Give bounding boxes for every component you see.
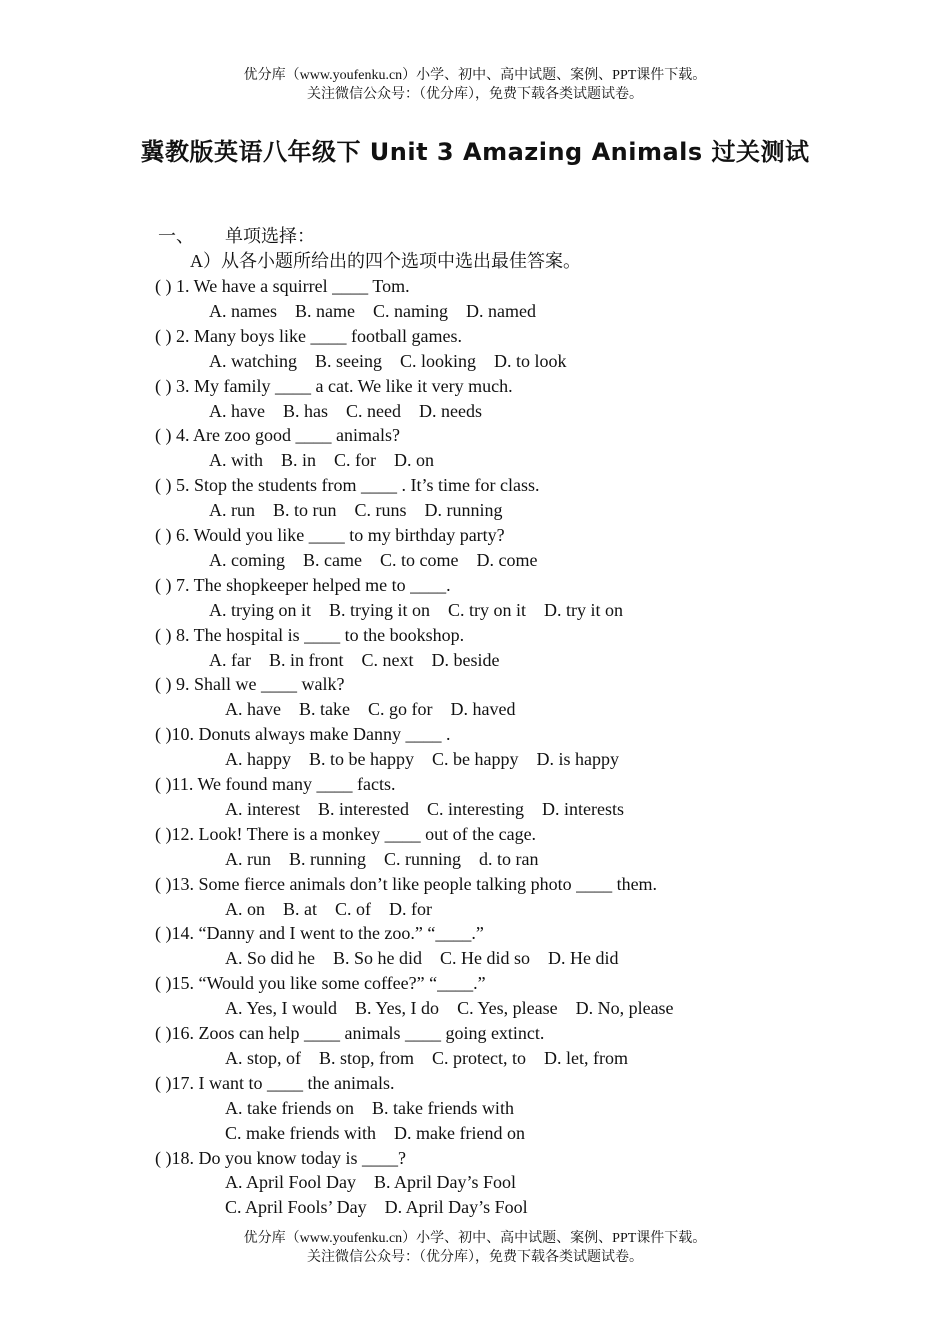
option: B. name (294, 300, 355, 321)
footer-line-1: 优分库（www.youfenku.cn）小学、初中、高中试题、案例、PPT课件下载。 (243, 1231, 707, 1246)
option: A. take friends on (225, 1097, 354, 1118)
option: A. run (225, 848, 271, 869)
option: B. Yes, I do (355, 998, 440, 1019)
option: B. running (289, 848, 367, 869)
header-line-2: 关注微信公众号：（优分库），免费下载各类试题试卷。 (307, 87, 643, 102)
option: C. to come (379, 549, 459, 570)
option: A. happy (225, 749, 291, 770)
question-options (209, 299, 554, 324)
question-stem: ( )11. We found many ____ facts. (155, 774, 396, 794)
option: D. running (424, 500, 503, 521)
option: C. need (345, 400, 401, 421)
option: C. protect, to (432, 1047, 526, 1068)
question-options (209, 598, 641, 623)
option: B. in front (268, 649, 344, 670)
option: C. interesting (426, 798, 524, 819)
section-name: 单项选择： (225, 226, 315, 246)
option: A. Yes, I would (225, 998, 338, 1019)
section-number: 一、 (158, 226, 194, 246)
option: D. No, please (575, 998, 674, 1019)
option: C. go for (367, 699, 433, 720)
option: D. on (394, 450, 435, 471)
question-stem: ( ) 5. Stop the students from ____ . It’s time for class. (155, 475, 540, 496)
option: C. for (334, 450, 377, 471)
section-instruction: A）从各小题所给出的四个选项中选出最佳答案。 (190, 251, 581, 271)
header-line-1: 优分库（www.youfenku.cn）小学、初中、高中试题、案例、PPT课件下载。 (243, 68, 707, 83)
option: A. with (209, 450, 263, 471)
option: B. April Day’s Fool (374, 1172, 517, 1193)
question-stem: ( ) 6. Would you like ____ to my birthday party? (155, 525, 505, 545)
option: C. make friends with (225, 1122, 376, 1143)
option: D. is happy (536, 749, 619, 770)
option: A. have (209, 400, 265, 421)
question-options (209, 548, 555, 573)
question-options (209, 648, 517, 673)
option: C. running (384, 848, 462, 869)
option: A. have (225, 699, 281, 720)
option: B. to be happy (309, 749, 414, 770)
option: D. come (476, 549, 538, 570)
option: C. Yes, please (457, 998, 558, 1019)
question-stem: ( )15. “Would you like some coffee?” “____.” (155, 973, 486, 994)
question-options (209, 498, 521, 523)
question-options (225, 1121, 543, 1146)
option: A. April Fool Day (225, 1172, 357, 1193)
question-stem: ( ) 9. Shall we ____ walk? (155, 674, 345, 695)
option: A. stop, of (225, 1047, 301, 1068)
option: B. take friends with (371, 1097, 514, 1118)
question-options (225, 747, 637, 772)
option: D. for (389, 898, 432, 919)
option: D. He did (548, 948, 619, 969)
option: A. watching (209, 350, 297, 371)
question-options (209, 349, 585, 374)
question-options (225, 797, 642, 822)
question-options (209, 399, 500, 424)
question-stem: ( ) 2. Many boys like ____ football games. (155, 325, 462, 346)
option: B. seeing (314, 350, 382, 371)
question-stem: ( ) 1. We have a squirrel ____ Tom. (155, 276, 410, 296)
option: C. try on it (448, 599, 527, 620)
option: C. runs (354, 500, 407, 521)
footer-line-2: 关注微信公众号：（优分库），免费下载各类试题试卷。 (307, 1250, 643, 1265)
page-title: 冀教版英语八年级下 Unit 3 Amazing Animals 过关测试 (140, 138, 810, 166)
question-stem: ( )13. Some fierce animals don’t like people talking photo ____ them. (155, 873, 658, 894)
option: A. names (209, 300, 277, 321)
question-stem: ( )14. “Danny and I went to the zoo.” “____.” (155, 923, 484, 944)
question-options (225, 697, 533, 722)
option: D. needs (418, 400, 482, 421)
option: B. trying it on (329, 599, 431, 620)
option: C. April Fools’ Day (225, 1197, 367, 1218)
option: A. interest (225, 798, 300, 819)
question-options (209, 448, 452, 473)
option: D. beside (431, 649, 500, 670)
option: B. stop, from (319, 1047, 415, 1068)
question-stem: ( )12. Look! There is a monkey ____ out of the cage. (155, 823, 537, 844)
question-stem: ( )17. I want to ____ the animals. (155, 1072, 395, 1093)
option: D. haved (450, 699, 516, 720)
question-options (225, 897, 450, 922)
option: B. came (303, 549, 362, 570)
question-stem: ( )18. Do you know today is ____? (155, 1147, 406, 1168)
option: D. named (465, 300, 536, 321)
option: C. of (335, 898, 371, 919)
option: C. be happy (432, 749, 519, 770)
option: D. let, from (544, 1047, 628, 1068)
option: A. on (225, 898, 265, 919)
option: B. interested (317, 798, 409, 819)
question-stem: ( )16. Zoos can help ____ animals ____ going extinct. (155, 1023, 545, 1043)
option: A. trying on it (209, 599, 311, 620)
question-options (225, 1195, 546, 1220)
option: D. to look (494, 350, 567, 371)
option: C. naming (372, 300, 448, 321)
option: D. make friend on (393, 1122, 525, 1143)
option: B. has (282, 400, 328, 421)
option: B. to run (273, 500, 337, 521)
question-stem: ( ) 4. Are zoo good ____ animals? (155, 425, 400, 446)
option: B. So he did (333, 948, 423, 969)
option: B. at (283, 898, 317, 919)
option: B. in (281, 450, 317, 471)
option: A. run (209, 500, 255, 521)
option: d. to ran (479, 848, 539, 869)
option: D. try it on (544, 599, 624, 620)
option: D. April Day’s Fool (384, 1197, 528, 1218)
question-options (225, 1096, 532, 1121)
question-stem: ( ) 7. The shopkeeper helped me to ____. (155, 574, 451, 595)
question-options (225, 946, 637, 971)
question-options (225, 1170, 534, 1195)
question-stem: ( ) 8. The hospital is ____ to the bookshop. (155, 624, 465, 645)
question-stem: ( )10. Donuts always make Danny ____ . (155, 724, 451, 745)
option: A. So did he (225, 948, 315, 969)
question-options (225, 847, 557, 872)
question-stem: ( ) 3. My family ____ a cat. We like it very much. (155, 375, 513, 396)
option: C. next (361, 649, 414, 670)
question-options (225, 996, 692, 1021)
option: B. take (298, 699, 350, 720)
question-options (225, 1046, 646, 1071)
option: D. interests (541, 798, 624, 819)
option: A. far (209, 649, 251, 670)
option: C. looking (399, 350, 476, 371)
option: C. He did so (440, 948, 531, 969)
option: A. coming (209, 549, 285, 570)
